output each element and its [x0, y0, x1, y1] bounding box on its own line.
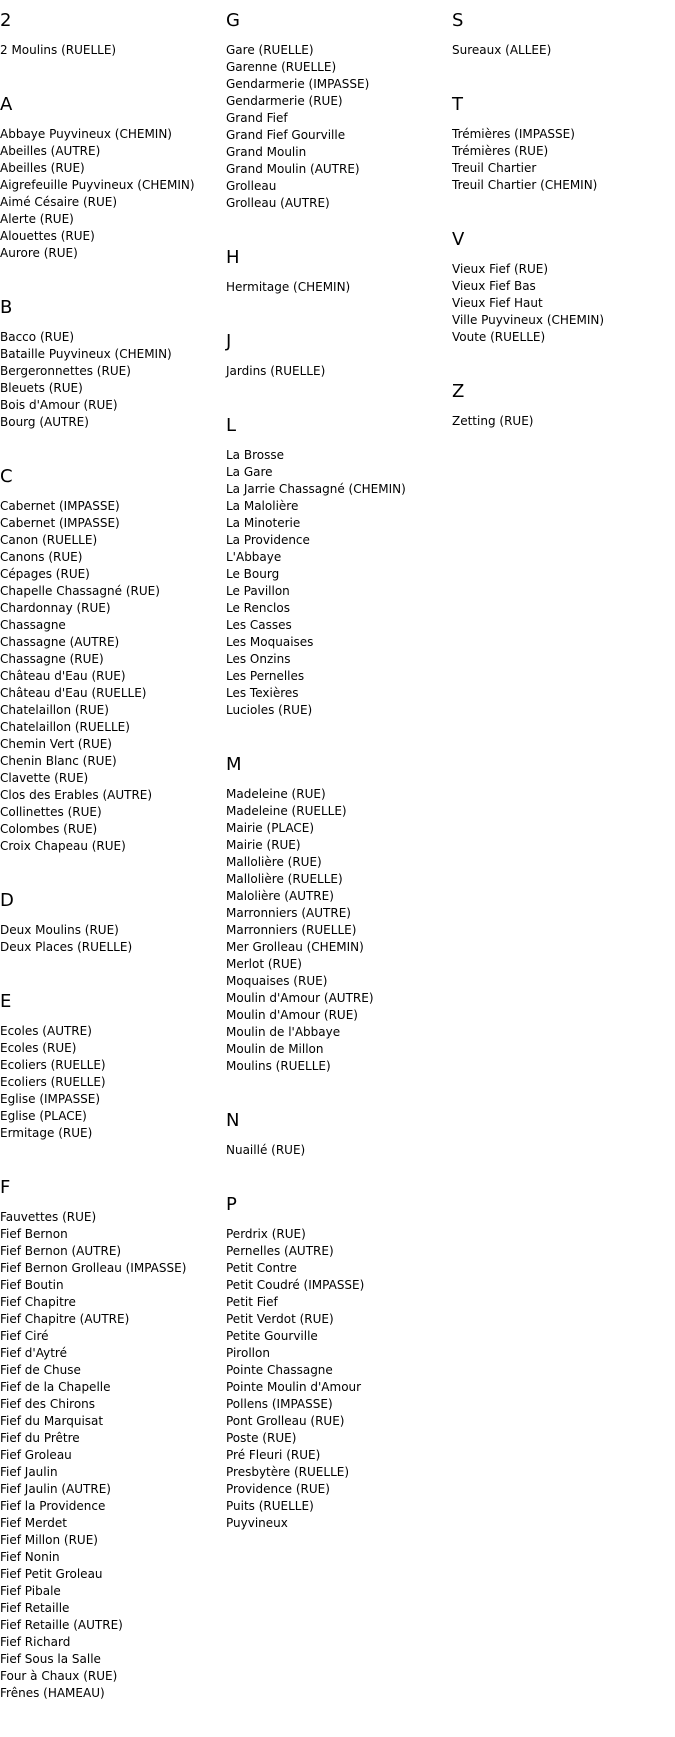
street-link[interactable]: Eglise (IMPASSE): [0, 1092, 101, 1106]
section-letter-heading: H: [226, 247, 240, 268]
street-link[interactable]: Fief Merdet: [0, 1516, 67, 1530]
street-link[interactable]: Fief Petit Groleau: [0, 1567, 103, 1581]
street-link[interactable]: Fief Bernon: [0, 1227, 68, 1241]
street-link[interactable]: Vieux Fief Bas: [452, 279, 536, 293]
street-link[interactable]: Mer Grolleau (CHEMIN): [226, 940, 364, 954]
street-link[interactable]: Fief Jaulin: [0, 1465, 58, 1479]
letter-section: [0, 466, 225, 855]
street-link[interactable]: Chassagne (RUE): [0, 652, 104, 666]
street-link[interactable]: Les Casses: [226, 618, 292, 632]
street-link[interactable]: Chardonnay (RUE): [0, 601, 111, 615]
street-link[interactable]: Fief Ciré: [0, 1329, 49, 1343]
street-list: [452, 126, 675, 194]
street-link[interactable]: Les Moquaises: [226, 635, 314, 649]
street-link[interactable]: Château d'Eau (RUE): [0, 669, 126, 683]
street-link[interactable]: Moulin de l'Abbaye: [226, 1025, 341, 1039]
street-list: [0, 1023, 225, 1142]
street-link[interactable]: Four à Chaux (RUE): [0, 1669, 118, 1683]
street-link[interactable]: Fief Millon (RUE): [0, 1533, 98, 1547]
street-link[interactable]: Cabernet (IMPASSE): [0, 499, 120, 513]
street-link[interactable]: Puits (RUELLE): [226, 1499, 314, 1513]
letter-section: [226, 331, 451, 380]
street-link[interactable]: Les Onzins: [226, 652, 291, 666]
letter-section: [0, 10, 225, 59]
street-list: [226, 363, 451, 380]
street-list: [0, 126, 225, 262]
street-link[interactable]: Fief Richard: [0, 1635, 71, 1649]
street-link[interactable]: Pointe Chassagne: [226, 1363, 333, 1377]
street-link[interactable]: Vieux Fief Haut: [452, 296, 543, 310]
street-list: [0, 329, 225, 431]
street-link[interactable]: Pont Grolleau (RUE): [226, 1414, 345, 1428]
street-link[interactable]: Deux Places (RUELLE): [0, 940, 133, 954]
letter-section: [0, 890, 225, 956]
street-list: [452, 261, 675, 346]
letter-section: [452, 94, 675, 194]
street-link[interactable]: Petit Coudré (IMPASSE): [226, 1278, 365, 1292]
street-link[interactable]: Moulin de Millon: [226, 1042, 324, 1056]
street-link[interactable]: Grand Fief: [226, 111, 288, 125]
street-link[interactable]: Croix Chapeau (RUE): [0, 839, 126, 853]
section-letter-heading: J: [226, 331, 232, 352]
street-link[interactable]: Fief de la Chapelle: [0, 1380, 111, 1394]
street-link[interactable]: Bacco (RUE): [0, 330, 75, 344]
street-link[interactable]: Moulins (RUELLE): [226, 1059, 331, 1073]
street-link[interactable]: Fief Retaille: [0, 1601, 70, 1615]
street-link[interactable]: Fief Boutin: [0, 1278, 64, 1292]
street-list: [0, 922, 225, 956]
letter-section: [226, 415, 451, 719]
street-link[interactable]: Garenne (RUELLE): [226, 60, 337, 74]
street-link[interactable]: Madeleine (RUELLE): [226, 804, 347, 818]
street-link[interactable]: Clavette (RUE): [0, 771, 89, 785]
street-list: [452, 413, 675, 430]
section-letter-heading: F: [0, 1177, 11, 1198]
street-link[interactable]: Cabernet (IMPASSE): [0, 516, 120, 530]
street-link[interactable]: Fauvettes (RUE): [0, 1210, 97, 1224]
street-link[interactable]: Les Texières: [226, 686, 299, 700]
street-link[interactable]: Nuaillé (RUE): [226, 1143, 306, 1157]
street-link[interactable]: Jardins (RUELLE): [226, 364, 326, 378]
street-link[interactable]: Ecoles (AUTRE): [0, 1024, 92, 1038]
street-link[interactable]: Fief du Prêtre: [0, 1431, 80, 1445]
street-link[interactable]: Moulin d'Amour (AUTRE): [226, 991, 374, 1005]
street-link[interactable]: Fief Nonin: [0, 1550, 60, 1564]
street-link[interactable]: Ecoliers (RUELLE): [0, 1058, 106, 1072]
street-link[interactable]: Grand Moulin: [226, 145, 307, 159]
street-link[interactable]: Pointe Moulin d'Amour: [226, 1380, 362, 1394]
street-link[interactable]: Petit Contre: [226, 1261, 297, 1275]
street-link[interactable]: Aigrefeuille Puyvineux (CHEMIN): [0, 178, 195, 192]
section-letter-heading: B: [0, 297, 13, 318]
street-link[interactable]: Bleuets (RUE): [0, 381, 83, 395]
street-link[interactable]: Poste (RUE): [226, 1431, 297, 1445]
street-link[interactable]: Zetting (RUE): [452, 414, 534, 428]
section-letter-heading: L: [226, 415, 237, 436]
street-link[interactable]: La Brosse: [226, 448, 284, 462]
street-link[interactable]: Clos des Erables (AUTRE): [0, 788, 153, 802]
street-link[interactable]: Chassagne (AUTRE): [0, 635, 120, 649]
street-list: [226, 786, 451, 1075]
street-link[interactable]: Bois d'Amour (RUE): [0, 398, 118, 412]
letter-section: [0, 297, 225, 431]
street-list: [226, 279, 451, 296]
street-link[interactable]: Treuil Chartier (CHEMIN): [452, 178, 598, 192]
street-link[interactable]: Eglise (PLACE): [0, 1109, 87, 1123]
street-link[interactable]: Marronniers (RUELLE): [226, 923, 357, 937]
letter-section: [226, 10, 451, 212]
street-link[interactable]: Pernelles (AUTRE): [226, 1244, 334, 1258]
letter-section: [226, 1194, 451, 1532]
street-link[interactable]: Malolière (AUTRE): [226, 889, 334, 903]
street-link[interactable]: Gendarmerie (RUE): [226, 94, 343, 108]
street-list: [452, 42, 675, 59]
street-link[interactable]: L'Abbaye: [226, 550, 282, 564]
street-link[interactable]: Puyvineux: [226, 1516, 288, 1530]
street-link[interactable]: Gendarmerie (IMPASSE): [226, 77, 370, 91]
street-link[interactable]: Fief Bernon Grolleau (IMPASSE): [0, 1261, 187, 1275]
street-link[interactable]: Fief la Providence: [0, 1499, 106, 1513]
section-letter-heading: S: [452, 10, 464, 31]
section-letter-heading: 2: [0, 10, 12, 31]
street-link[interactable]: Treuil Chartier: [452, 161, 537, 175]
letter-section: [0, 1177, 225, 1702]
street-link[interactable]: Le Pavillon: [226, 584, 290, 598]
letter-section: [226, 754, 451, 1075]
street-link[interactable]: Madeleine (RUE): [226, 787, 326, 801]
letter-section: [0, 991, 225, 1142]
street-link[interactable]: Ville Puyvineux (CHEMIN): [452, 313, 605, 327]
section-letter-heading: N: [226, 1110, 240, 1131]
street-link[interactable]: Pirollon: [226, 1346, 270, 1360]
street-link[interactable]: Fief du Marquisat: [0, 1414, 104, 1428]
street-link[interactable]: Chenin Blanc (RUE): [0, 754, 117, 768]
street-link[interactable]: Colombes (RUE): [0, 822, 98, 836]
street-list: [226, 1142, 451, 1159]
letter-section: [452, 10, 675, 59]
street-link[interactable]: Château d'Eau (RUELLE): [0, 686, 147, 700]
street-link[interactable]: Grolleau (AUTRE): [226, 196, 330, 210]
street-link[interactable]: La Malolière: [226, 499, 299, 513]
street-link[interactable]: Pré Fleuri (RUE): [226, 1448, 321, 1462]
street-link[interactable]: Providence (RUE): [226, 1482, 330, 1496]
street-list: [0, 1209, 225, 1702]
street-link[interactable]: Mallolière (RUE): [226, 855, 322, 869]
letter-section: [226, 247, 451, 296]
street-link[interactable]: Frênes (HAMEAU): [0, 1686, 105, 1700]
street-link[interactable]: Bataille Puyvineux (CHEMIN): [0, 347, 172, 361]
letter-section: [452, 381, 675, 430]
section-letter-heading: G: [226, 10, 240, 31]
street-list: [0, 42, 225, 59]
street-link[interactable]: Canon (RUELLE): [0, 533, 98, 547]
section-letter-heading: E: [0, 991, 12, 1012]
street-link[interactable]: Fief Jaulin (AUTRE): [0, 1482, 111, 1496]
street-link[interactable]: Alouettes (RUE): [0, 229, 95, 243]
letter-section: [0, 94, 225, 262]
street-link[interactable]: Voute (RUELLE): [452, 330, 546, 344]
street-link[interactable]: Abeilles (RUE): [0, 161, 85, 175]
street-link[interactable]: Fief Bernon (AUTRE): [0, 1244, 122, 1258]
street-link[interactable]: Fief d'Aytré: [0, 1346, 67, 1360]
letter-section: [226, 1110, 451, 1159]
directory-column: [0, 10, 225, 1737]
street-link[interactable]: La Minoterie: [226, 516, 301, 530]
street-link[interactable]: Aurore (RUE): [0, 246, 78, 260]
street-link[interactable]: Bourg (AUTRE): [0, 415, 89, 429]
street-link[interactable]: Cépages (RUE): [0, 567, 90, 581]
street-link[interactable]: Moulin d'Amour (RUE): [226, 1008, 358, 1022]
section-letter-heading: V: [452, 229, 465, 250]
street-link[interactable]: Aimé Césaire (RUE): [0, 195, 118, 209]
street-link[interactable]: Trémières (RUE): [452, 144, 549, 158]
street-link[interactable]: Deux Moulins (RUE): [0, 923, 119, 937]
section-letter-heading: Z: [452, 381, 465, 402]
street-link[interactable]: Canons (RUE): [0, 550, 83, 564]
street-link[interactable]: Ecoles (RUE): [0, 1041, 77, 1055]
street-link[interactable]: Abeilles (AUTRE): [0, 144, 101, 158]
street-list: [0, 498, 225, 855]
directory-column: [452, 10, 675, 465]
street-link[interactable]: Fief Groleau: [0, 1448, 72, 1462]
street-link[interactable]: La Jarrie Chassagné (CHEMIN): [226, 482, 406, 496]
street-link[interactable]: Marronniers (AUTRE): [226, 906, 351, 920]
street-link[interactable]: Le Bourg: [226, 567, 280, 581]
street-link[interactable]: Perdrix (RUE): [226, 1227, 306, 1241]
street-link[interactable]: La Providence: [226, 533, 310, 547]
street-link[interactable]: La Gare: [226, 465, 273, 479]
street-link[interactable]: Chatelaillon (RUELLE): [0, 720, 130, 734]
street-link[interactable]: Grand Moulin (AUTRE): [226, 162, 360, 176]
street-link[interactable]: Trémières (IMPASSE): [452, 127, 575, 141]
street-link[interactable]: Fief Chapitre (AUTRE): [0, 1312, 130, 1326]
street-list: [226, 1226, 451, 1532]
street-link[interactable]: Vieux Fief (RUE): [452, 262, 549, 276]
street-list: [226, 42, 451, 212]
street-link[interactable]: 2 Moulins (RUELLE): [0, 43, 117, 57]
street-link[interactable]: Mairie (RUE): [226, 838, 301, 852]
street-link[interactable]: Fief de Chuse: [0, 1363, 81, 1377]
street-link[interactable]: Grolleau: [226, 179, 277, 193]
street-link[interactable]: Presbytère (RUELLE): [226, 1465, 350, 1479]
street-link[interactable]: Alerte (RUE): [0, 212, 74, 226]
street-link[interactable]: Abbaye Puyvineux (CHEMIN): [0, 127, 172, 141]
street-link[interactable]: Lucioles (RUE): [226, 703, 313, 717]
street-list: [226, 447, 451, 719]
street-link[interactable]: Les Pernelles: [226, 669, 305, 683]
street-link[interactable]: Ecoliers (RUELLE): [0, 1075, 106, 1089]
street-link[interactable]: Chatelaillon (RUE): [0, 703, 109, 717]
section-letter-heading: A: [0, 94, 13, 115]
street-link[interactable]: Merlot (RUE): [226, 957, 302, 971]
street-link[interactable]: Collinettes (RUE): [0, 805, 102, 819]
street-link[interactable]: Pollens (IMPASSE): [226, 1397, 333, 1411]
street-link[interactable]: Grand Fief Gourville: [226, 128, 346, 142]
section-letter-heading: C: [0, 466, 13, 487]
street-link[interactable]: Fief Pibale: [0, 1584, 61, 1598]
street-link[interactable]: Chapelle Chassagné (RUE): [0, 584, 160, 598]
section-letter-heading: T: [452, 94, 463, 115]
street-link[interactable]: Chemin Vert (RUE): [0, 737, 112, 751]
directory-column: [226, 10, 451, 1567]
street-link[interactable]: Bergeronnettes (RUE): [0, 364, 131, 378]
letter-section: [452, 229, 675, 346]
street-link[interactable]: Fief des Chirons: [0, 1397, 96, 1411]
street-link[interactable]: Moquaises (RUE): [226, 974, 328, 988]
street-link[interactable]: Le Renclos: [226, 601, 290, 615]
section-letter-heading: M: [226, 754, 242, 775]
street-link[interactable]: Petit Verdot (RUE): [226, 1312, 334, 1326]
street-link[interactable]: Chassagne: [0, 618, 66, 632]
street-link[interactable]: Fief Chapitre: [0, 1295, 76, 1309]
street-link[interactable]: Gare (RUELLE): [226, 43, 314, 57]
street-link[interactable]: Ermitage (RUE): [0, 1126, 93, 1140]
street-link[interactable]: Hermitage (CHEMIN): [226, 280, 351, 294]
street-link[interactable]: Fief Sous la Salle: [0, 1652, 101, 1666]
street-link[interactable]: Fief Retaille (AUTRE): [0, 1618, 123, 1632]
street-link[interactable]: Petite Gourville: [226, 1329, 318, 1343]
section-letter-heading: P: [226, 1194, 237, 1215]
section-letter-heading: D: [0, 890, 14, 911]
street-link[interactable]: Mairie (PLACE): [226, 821, 315, 835]
street-link[interactable]: Sureaux (ALLEE): [452, 43, 552, 57]
street-link[interactable]: Mallolière (RUELLE): [226, 872, 343, 886]
street-link[interactable]: Petit Fief: [226, 1295, 278, 1309]
